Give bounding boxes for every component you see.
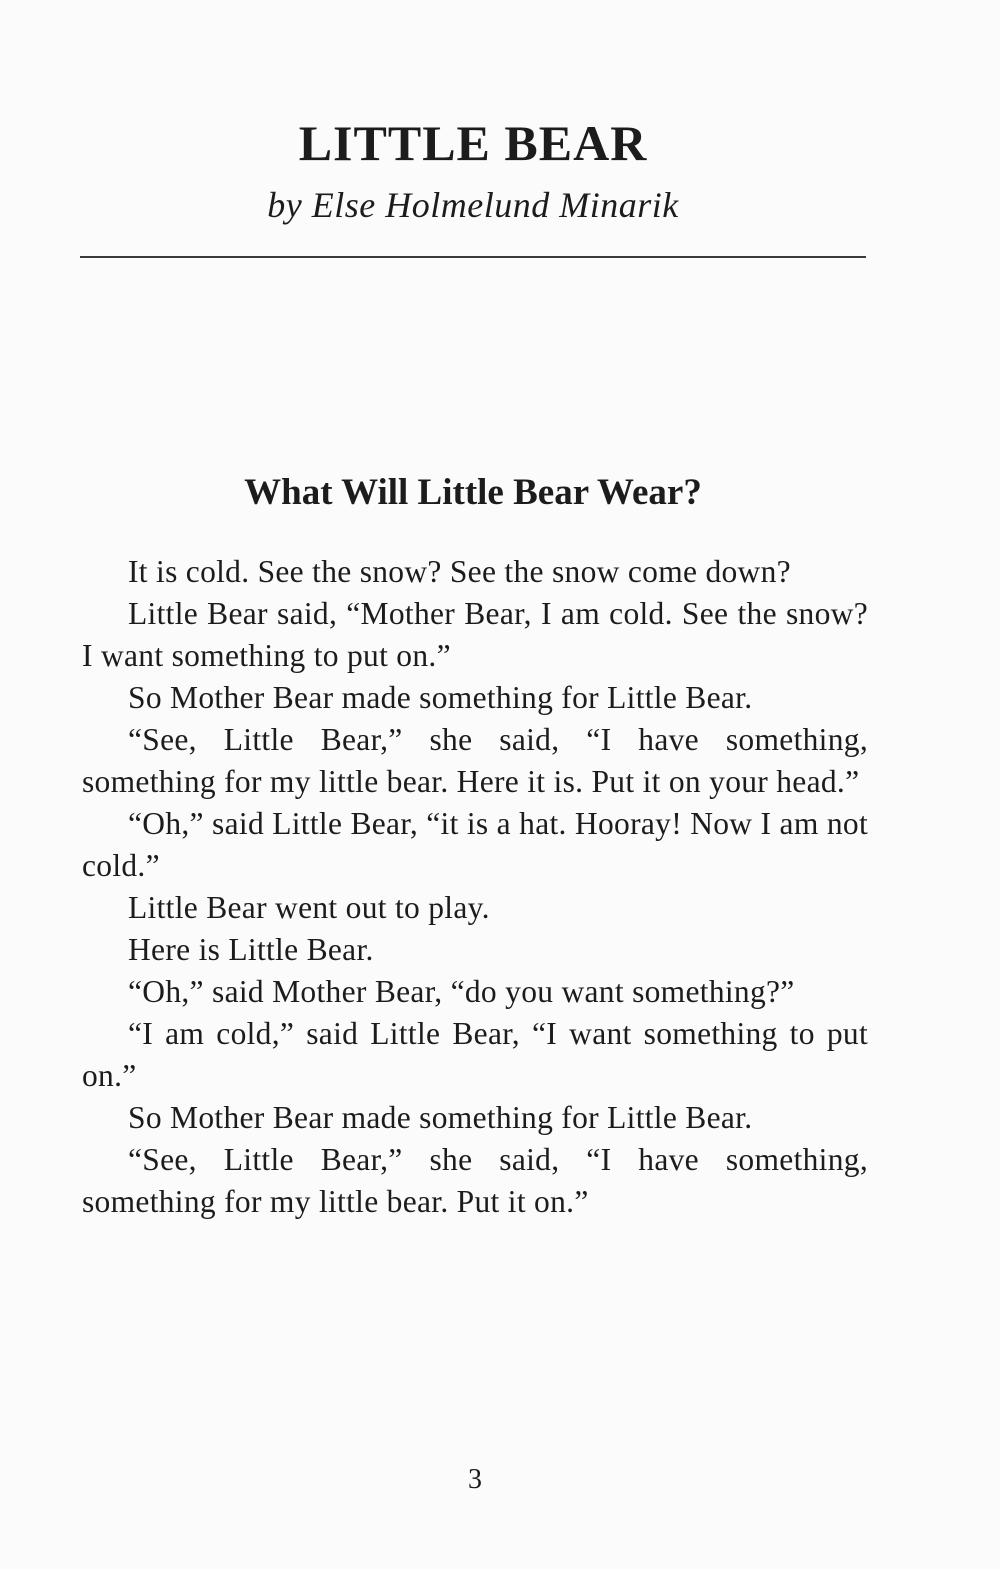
book-title: LITTLE BEAR: [298, 115, 648, 171]
paragraph: Little Bear said, “Mother Bear, I am cold. See the snow? I want something to put on.”: [82, 596, 868, 673]
paragraph: “See, Little Bear,” she said, “I have something, something for my little bear. Put it on.”: [82, 1142, 868, 1219]
chapter-title: What Will Little Bear Wear?: [244, 472, 702, 513]
paragraph: It is cold. See the snow? See the snow come down?: [128, 554, 791, 589]
paragraph: “Oh,” said Mother Bear, “do you want something?”: [128, 974, 795, 1009]
paragraph: So Mother Bear made something for Little Bear.: [128, 1100, 753, 1135]
page-number: 3: [468, 1464, 482, 1495]
paragraph: Here is Little Bear.: [128, 932, 374, 967]
paragraph: “See, Little Bear,” she said, “I have something, something for my little bear. Here it is. Put it on your head.”: [82, 722, 868, 799]
author-byline: by Else Holmelund Minarik: [267, 185, 679, 225]
paragraph: “Oh,” said Little Bear, “it is a hat. Hooray! Now I am not cold.”: [82, 806, 868, 883]
paragraph: Little Bear went out to play.: [128, 890, 490, 925]
paragraph: So Mother Bear made something for Little Bear.: [128, 680, 753, 715]
paragraph: “I am cold,” said Little Bear, “I want something to put on.”: [82, 1016, 868, 1093]
story-text: [82, 551, 868, 1223]
title-divider: [80, 256, 866, 258]
